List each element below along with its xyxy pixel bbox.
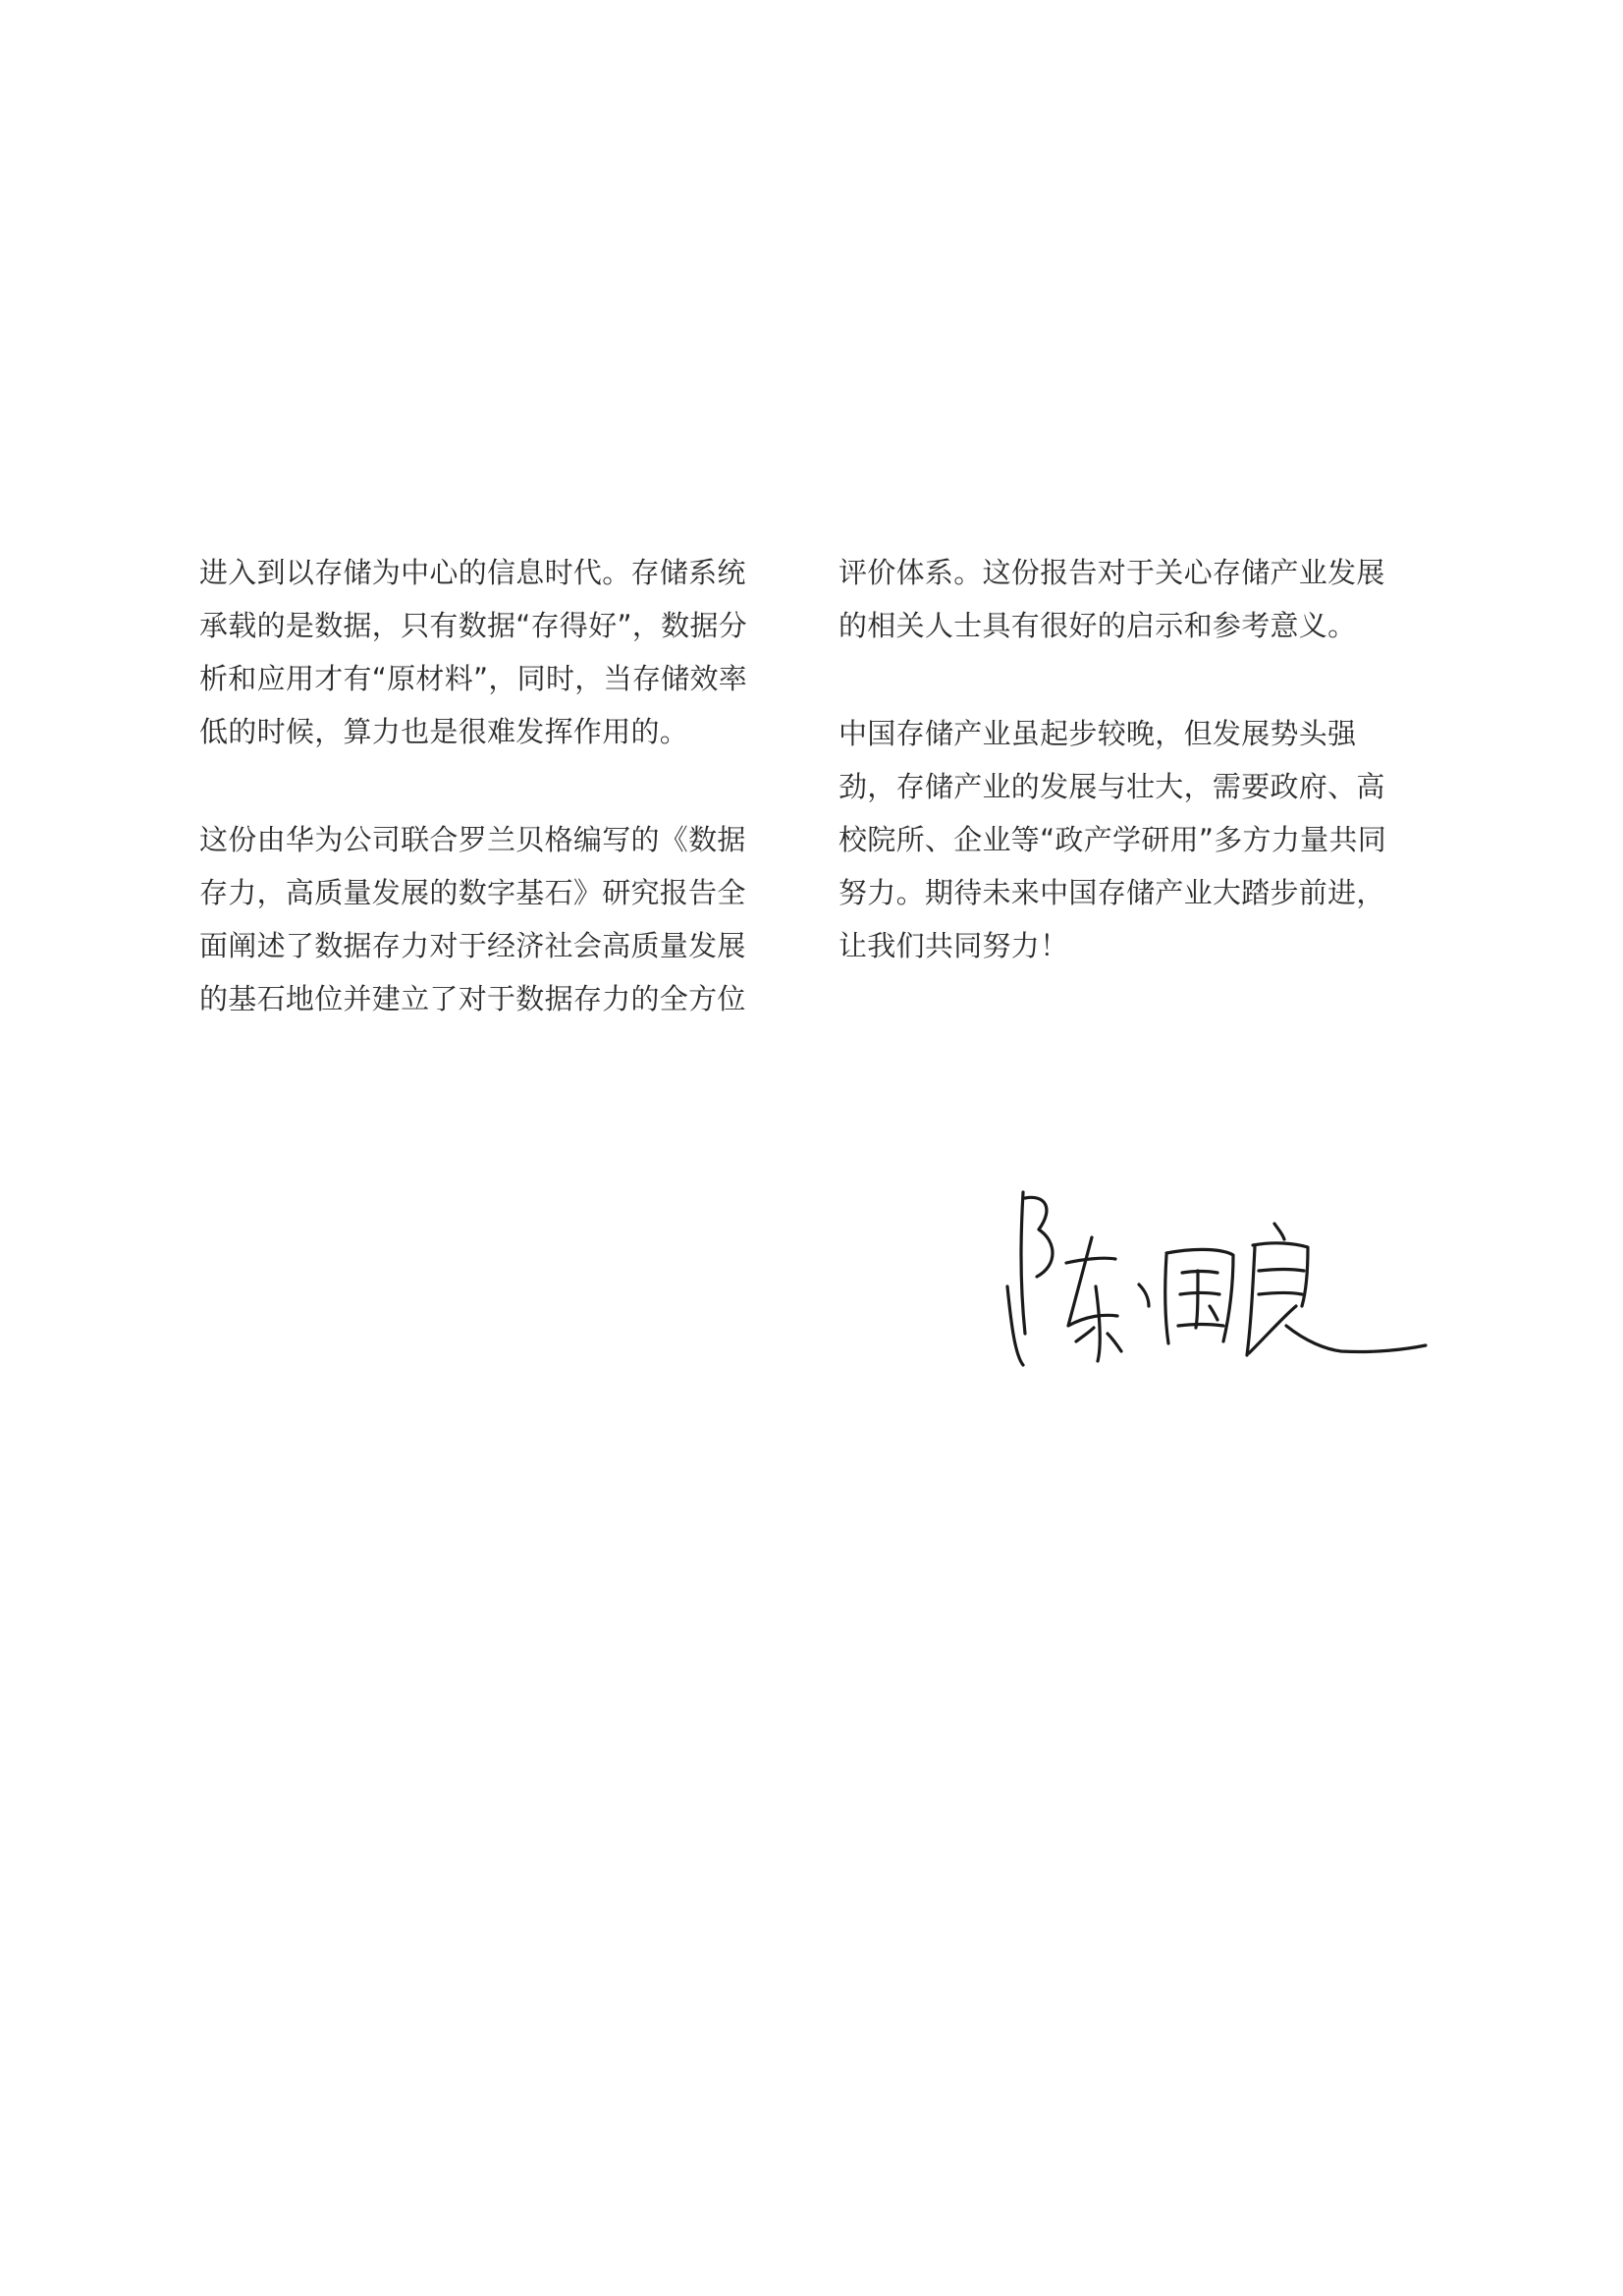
handwritten-signature xyxy=(1001,1169,1434,1375)
text-line: 进入到以存储为中心的信息时代。存储系统 xyxy=(199,556,746,589)
text-line: 校院所、企业等“政产学研用”多方力量共同 xyxy=(839,823,1387,856)
text-line: 析和应用才有“原材料”，同时，当存储效率 xyxy=(199,662,748,695)
text-line: 努力。期待未来中国存储产业大踏步前进， xyxy=(839,876,1385,909)
paragraph-spacer xyxy=(199,758,788,813)
text-line: 评价体系。这份报告对于关心存储产业发展 xyxy=(839,556,1385,589)
text-line: 这份由华为公司联合罗兰贝格编写的《数据 xyxy=(199,823,746,856)
text-line: 的基石地位并建立了对于数据存力的全方位 xyxy=(199,982,746,1015)
paragraph xyxy=(199,813,788,1025)
text-line: 的相关人士具有很好的启示和参考意义。 xyxy=(839,609,1357,642)
paragraph xyxy=(839,546,1428,652)
right-text-column xyxy=(839,546,1428,972)
text-line: 低的时候，算力也是很难发挥作用的。 xyxy=(199,715,689,748)
text-line: 承载的是数据，只有数据“存得好”，数据分 xyxy=(199,609,748,642)
text-line: 面阐述了数据存力对于经济社会高质量发展 xyxy=(199,929,746,962)
text-line: 让我们共同努力！ xyxy=(839,929,1069,962)
left-text-column xyxy=(199,546,788,1025)
text-line: 存力，高质量发展的数字基石》研究报告全 xyxy=(199,876,746,909)
paragraph xyxy=(199,546,788,758)
paragraph-spacer xyxy=(839,652,1428,707)
signature-drawing xyxy=(1001,1169,1434,1375)
text-line: 中国存储产业虽起步较晚，但发展势头强 xyxy=(839,717,1357,750)
text-line: 劲，存储产业的发展与壮大，需要政府、高 xyxy=(839,770,1385,803)
paragraph xyxy=(839,707,1428,972)
